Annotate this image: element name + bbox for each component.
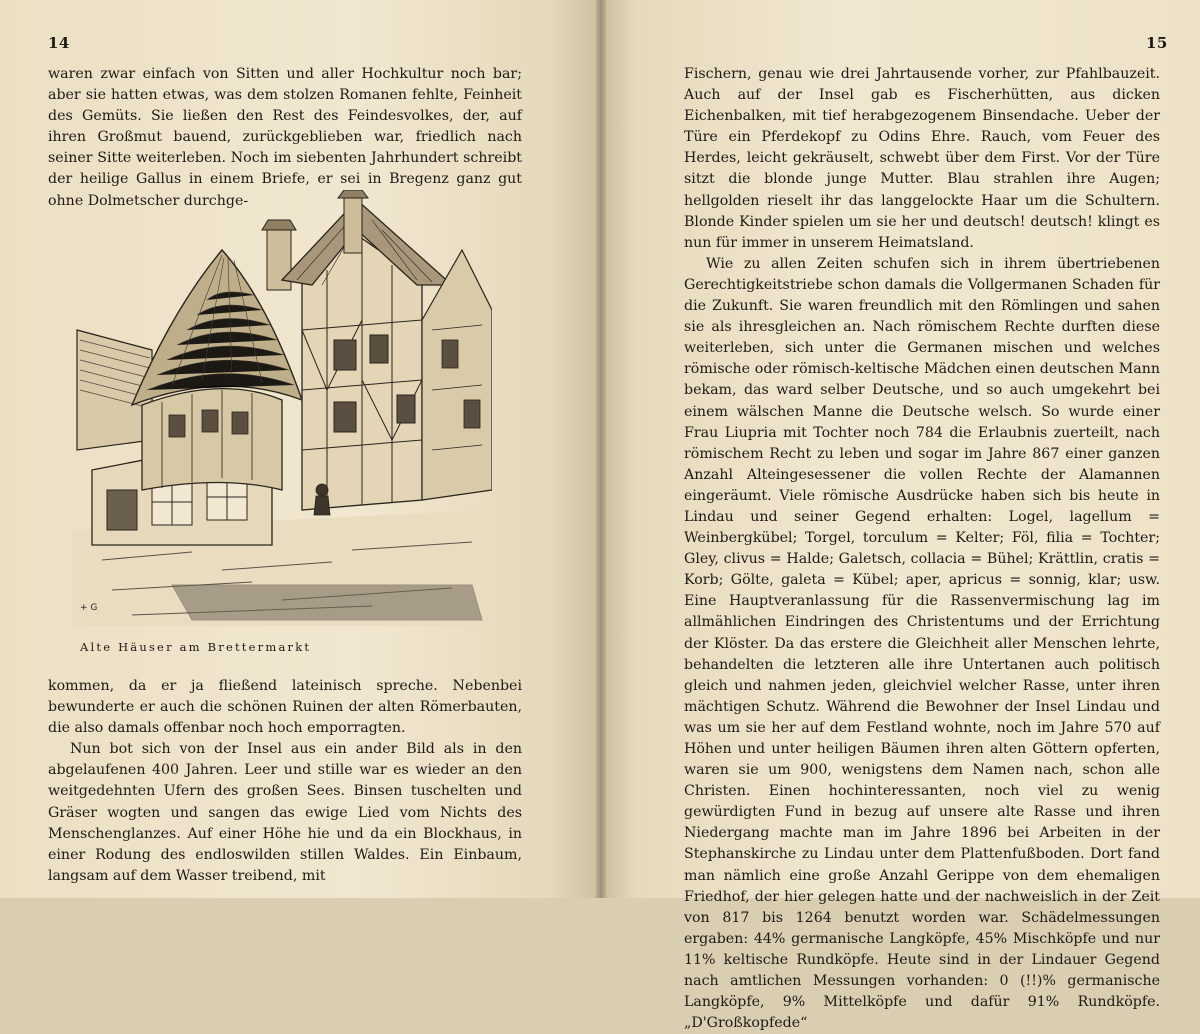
house-illustration (72, 190, 492, 626)
page-number-left: 14 (48, 34, 70, 52)
left-paragraph-2: kommen, da er ja fließend lateinisch spreche. Nebenbei bewunderte er auch die schönen Ruinen der alten Römerbauten, die also damals offenbar noch hoch emporragten. (48, 678, 522, 737)
right-page (600, 0, 1200, 1032)
left-bottom-text (48, 676, 522, 887)
svg-text:+ G: + G (80, 603, 98, 613)
left-page (0, 0, 600, 898)
right-paragraph-2: Wie zu allen Zeiten schufen sich in ihrem übertriebenen Gerechtigkeitstriebe schon damals die Vollgermanen Schaden für die Zukunft. Sie waren freundlich mit den Römlingen und sahen sie als ihresgleichen an. Nach römischem Rechte durften diese weiterleben, sich unter die Germanen mischen und welches römische oder römisch-keltische Mädchen einen deutschen Mann bekam, das ward selber Deutsche, und so auch umgekehrt bei einem wälschen Manne die Deutsche welsch. So wurde einer Frau Liupria mit Tochter noch 784 die Erlaubnis zuerteilt, nach römischem Recht zu leben und sogar im Jahre 867 einer ganzen Anzahl Alteingesessener die vollen Rechte der Alamannen eingeräumt. Viele römische Ausdrücke haben sich bis heute in Lindau und seiner Gegend erhalten: Logel, lagellum = Weinbergkübel; Torgel, torculum = Kelter; Föl, filia = Tochter; Gley, clivus = Halde; Galetsch, collacia = Bühel; Krättlin, cratis = Korb; Gölte, galeta = Kübel; aper, apricus = sonnig, klar; usw. Eine Hauptveranlassung für die Rassenvermischung lag im allmählichen Eindringen des Christentums und der Errichtung der Klöster. Da das erstere die Gleichheit aller Menschen lehrte, behandelten die letzteren alle ihre Untertanen auch politisch gleich und nahmen jeden, gleichviel welcher Rasse, unter ihren mächtigen Schutz. Während die Bewohner der Insel Lindau und was um sie her auf dem Festland wohnte, noch im Jahre 570 auf Höhen und unter heiligen Bäumen ihren alten Göttern opferten, waren sie um 900, wenigstens dem Namen nach, schon alle Christen. Einen hochinteressanten, noch viel zu wenig gewürdigten Fund in bezug auf unsere alte Rasse und ihren Niedergang machte man im Jahre 1896 bei Arbeiten in der Stephanskirche zu Lindau unter dem Plattenfußboden. Dort fand man nämlich eine große Anzahl Gerippe von dem ehemaligen Friedhof, der hier gelegen hatte und der nachweislich in der Zeit von 817 bis 1264 benutzt worden war. Schädelmessungen ergaben: 44% germanische Langköpfe, 45% Mischköpfe und nur 11% keltische Rundköpfe. Heute sind in der Lindauer Gegend nach amtlichen Messungen vorhanden: 0 (!!)% germanische Langköpfe, 9% Mittelköpfe und dafür 91% Rundköpfe. „D'Großkopfede“ (684, 255, 1160, 1032)
book-gutter (596, 0, 606, 898)
page-number-right: 15 (1146, 34, 1168, 52)
right-text (684, 64, 1160, 1034)
left-paragraph-1: waren zwar einfach von Sitten und aller Hochkultur noch bar; aber sie hatten etwas, was dem stolzen Romanen fehlte, Feinheit des Gemüts. Sie ließen den Rest des Feindesvolkes, der, auf ihren Großmut bauend, zurückgeblieben war, friedlich nach seiner Sitte weiterleben. Noch im siebenten Jahrhundert schreibt der heilige Gallus in einem Briefe, er sei in Bregenz ganz gut ohne Dolmetscher durchge- (48, 66, 522, 209)
right-paragraph-1: Fischern, genau wie drei Jahrtausende vorher, zur Pfahlbauzeit. Auch auf der Insel gab es Fischerhütten, aus dicken Eichenbalken, mit tief herabgezogenem Binsendache. Ueber der Türe ein Pferdekopf zu Odins Ehre. Rauch, vom Feuer des Herdes, leicht gekräuselt, schwebt über dem First. Vor der Türe sitzt die blonde junge Mutter. Blau strahlen ihre Augen; hellgolden rieselt ihr das langgelockte Haar um die Schultern. Blonde Kinder spielen um sie her und deutsch! deutsch! klingt es nun für immer in unserem Heimatsland. (684, 66, 1160, 251)
left-paragraph-3: Nun bot sich von der Insel aus ein ander Bild als in den abgelaufenen 400 Jahren. Leer und stille war es wieder an den weitgedehnten Ufern des großen Sees. Binsen tuschelten und Gräser wogten und sangen das ewige Lied vom Nichts des Menschenglanzes. Auf einer Höhe hie und da ein Blockhaus, in einer Rodung des endloswilden stillen Waldes. Ein Einbaum, langsam auf dem Wasser treibend, mit (48, 741, 522, 884)
illustration-caption: Alte Häuser am Brettermarkt (80, 640, 312, 654)
